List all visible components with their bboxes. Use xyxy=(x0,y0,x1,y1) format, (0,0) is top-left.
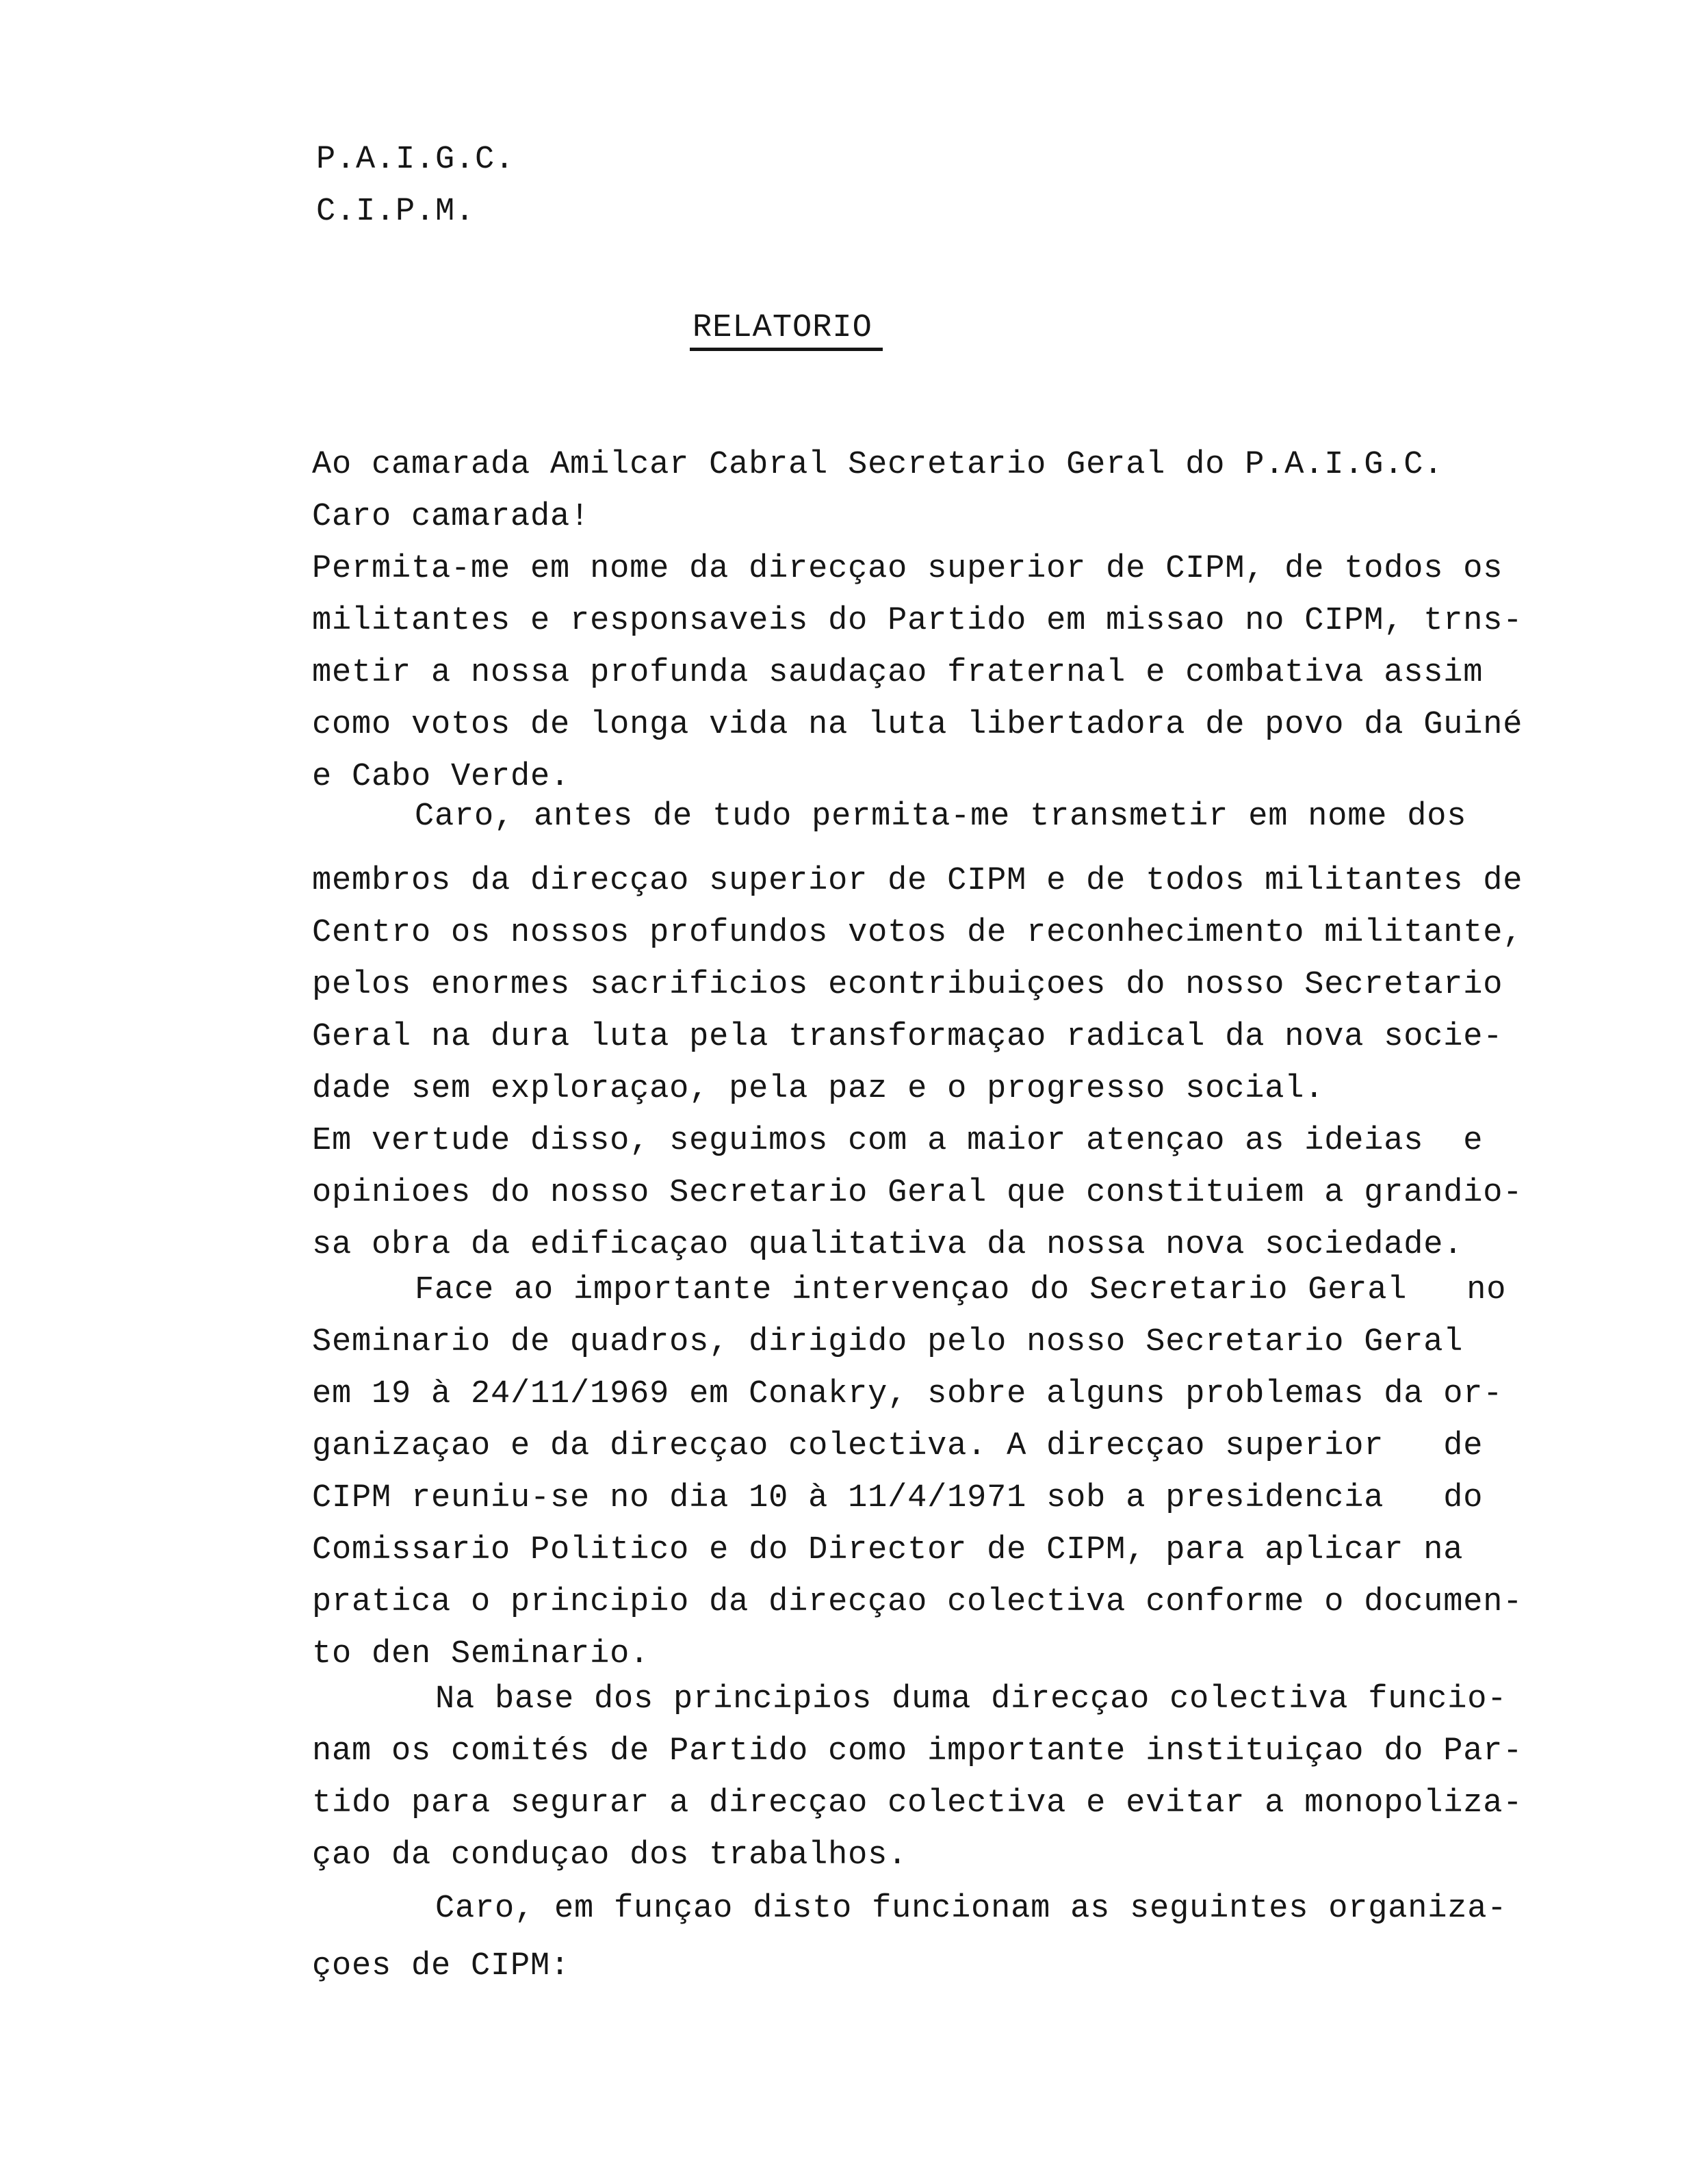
body-text-line: to den Seminario. xyxy=(312,1636,650,1672)
title-underline xyxy=(690,348,883,351)
body-text-line: Caro, antes de tudo permita-me transmetir em nome dos xyxy=(415,799,1467,835)
body-text-line: çoes de CIPM: xyxy=(312,1948,571,1984)
body-text-line: dade sem exploraçao, pela paz e o progresso social. xyxy=(312,1071,1325,1107)
body-text-line: metir a nossa profunda saudaçao fraternal e combativa assim xyxy=(312,655,1484,691)
body-text-line: tido para segurar a direcçao colectiva e evitar a monopoliza- xyxy=(312,1785,1523,1822)
document-title: RELATORIO xyxy=(693,310,872,346)
body-text-line: Face ao importante intervençao do Secretario Geral no xyxy=(415,1272,1507,1308)
body-text-line: Comissario Politico e do Director de CIPM, para aplicar na xyxy=(312,1532,1464,1568)
org-line-paigc: P.A.I.G.C. xyxy=(316,142,515,178)
body-text-line: como votos de longa vida na luta libertadora de povo da Guiné xyxy=(312,707,1523,743)
body-text-line: pelos enormes sacrificios econtribuiçoes do nosso Secretario xyxy=(312,967,1503,1003)
body-text-line: CIPM reuniu-se no dia 10 à 11/4/1971 sob a presidencia do xyxy=(312,1480,1484,1516)
body-text-line: em 19 à 24/11/1969 em Conakry, sobre alguns problemas da or- xyxy=(312,1376,1503,1412)
body-text-line: Permita-me em nome da direcçao superior de CIPM, de todos os xyxy=(312,551,1503,587)
body-text-line: Seminario de quadros, dirigido pelo nosso Secretario Geral xyxy=(312,1324,1464,1360)
body-text-line: militantes e responsaveis do Partido em missao no CIPM, trns- xyxy=(312,603,1523,639)
body-text-line: e Cabo Verde. xyxy=(312,759,571,795)
body-text-line: ganizaçao e da direcçao colectiva. A direcçao superior de xyxy=(312,1428,1484,1464)
body-text-line: pratica o principio da direcçao colectiva conforme o documen- xyxy=(312,1584,1523,1620)
body-text-line: Centro os nossos profundos votos de reconhecimento militante, xyxy=(312,915,1523,951)
body-text-line: opinioes do nosso Secretario Geral que constituiem a grandio- xyxy=(312,1175,1523,1211)
org-line-cipm: C.I.P.M. xyxy=(316,194,476,230)
body-text-line: sa obra da edificaçao qualitativa da nossa nova sociedade. xyxy=(312,1227,1464,1263)
body-text-line: membros da direcçao superior de CIPM e de todos militantes de xyxy=(312,863,1523,899)
body-text-line: Em vertude disso, seguimos com a maior atençao as ideias e xyxy=(312,1123,1484,1159)
body-text-line: nam os comités de Partido como importante instituiçao do Par- xyxy=(312,1733,1523,1770)
body-text-line: Geral na dura luta pela transformaçao radical da nova socie- xyxy=(312,1019,1503,1055)
body-text-line: Caro, em funçao disto funcionam as seguintes organiza- xyxy=(435,1891,1508,1927)
greeting-line: Caro camarada! xyxy=(312,499,591,535)
body-text-line: çao da conduçao dos trabalhos. xyxy=(312,1837,908,1874)
salutation-line: Ao camarada Amilcar Cabral Secretario Geral do P.A.I.G.C. xyxy=(312,447,1444,483)
body-text-line: Na base dos principios duma direcçao colectiva funcio- xyxy=(435,1681,1508,1718)
